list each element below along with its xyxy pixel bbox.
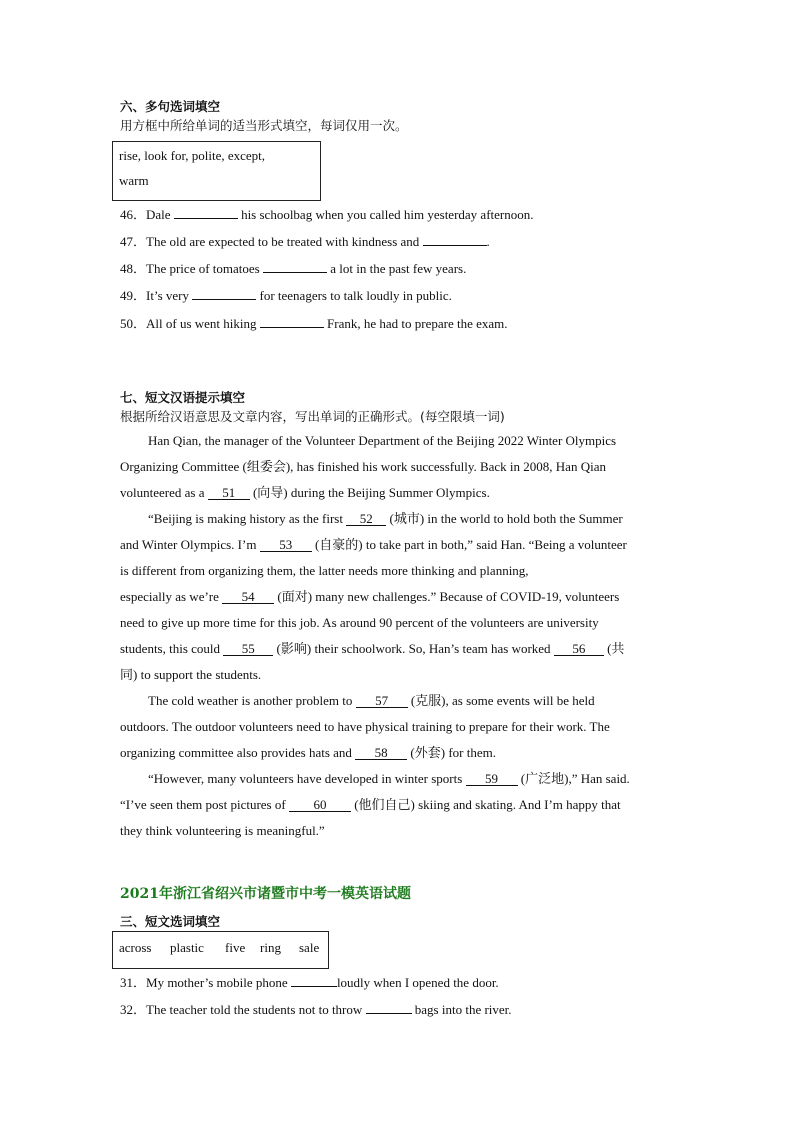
passage-line: is different from organizing them, the latter needs more thinking and planning, — [120, 563, 529, 578]
answer-blank-60[interactable]: 60 — [289, 798, 351, 812]
passage-line: outdoors. The outdoor volunteers need to have physical training to prepare for their work. The — [120, 719, 610, 734]
question-48: 48．The price of tomatoes a lot in the past few years. — [120, 261, 467, 276]
section7-instruction: 根据所给汉语意思及文章内容，写出单词的正确形式。(每空限填一词) — [120, 409, 505, 424]
passage-line: “Beijing is making history as the first 52 (城市) in the world to hold both the Summer — [148, 511, 623, 526]
section7-title: 七、短文汉语提示填空 — [120, 390, 246, 405]
passage — [120, 428, 680, 844]
passage-line: 同) to support the students. — [120, 667, 262, 682]
question-number: 48． — [120, 261, 147, 276]
section6-instruction: 用方框中所给单词的适当形式填空，每词仅用一次。 — [120, 118, 408, 133]
question-46: 46．Dale his schoolbag when you called him yesterday afternoon. — [120, 207, 534, 222]
word-sale: sale — [299, 940, 320, 955]
word-five: five — [225, 940, 246, 955]
word-box-line2: warm — [119, 173, 149, 188]
passage-line: need to give up more time for this job. As around 90 percent of the volunteers are university — [120, 615, 599, 630]
answer-blank-31[interactable] — [291, 974, 337, 987]
word-box-line1: rise, look for, polite, except, — [119, 148, 266, 163]
answer-blank-56[interactable]: 56 — [554, 642, 604, 656]
answer-blank-57[interactable]: 57 — [356, 694, 408, 708]
question-49: 49．It’s very for teenagers to talk loudly in public. — [120, 288, 452, 303]
section3-title: 三、短文选词填空 — [120, 914, 221, 929]
word-box-6 — [112, 141, 321, 201]
answer-blank-47[interactable] — [423, 233, 487, 246]
word-across: across — [119, 940, 152, 955]
answer-blank-49[interactable] — [192, 287, 256, 300]
passage-line: Han Qian, the manager of the Volunteer Department of the Beijing 2022 Winter Olympics — [148, 433, 617, 448]
passage-line: The cold weather is another problem to 57 (克服), as some events will be held — [148, 693, 595, 708]
answer-blank-53[interactable]: 53 — [260, 538, 312, 552]
answer-blank-51[interactable]: 51 — [208, 486, 250, 500]
answer-blank-46[interactable] — [174, 206, 238, 219]
question-number: 49． — [120, 288, 147, 303]
question-number: 32． — [120, 1002, 147, 1017]
answer-blank-32[interactable] — [366, 1001, 412, 1014]
exam-title: 2021年浙江省绍兴市诸暨市中考一模英语试题 — [120, 886, 411, 902]
question-31: 31．My mother’s mobile phone loudly when I opened the door. — [120, 975, 499, 990]
answer-blank-50[interactable] — [260, 315, 324, 328]
question-number: 47． — [120, 234, 147, 249]
passage-line: especially as we’re 54 (面对) many new challenges.” Because of COVID-19, volunteers — [120, 589, 620, 604]
answer-blank-55[interactable]: 55 — [223, 642, 273, 656]
passage-line: organizing committee also provides hats and 58 (外套) for them. — [120, 745, 496, 760]
answer-blank-59[interactable]: 59 — [466, 772, 518, 786]
passage-line: students, this could 55 (影响) their schoolwork. So, Han’s team has worked 56 (共 — [120, 641, 625, 656]
passage-line: volunteered as a 51 (向导) during the Beijing Summer Olympics. — [120, 485, 490, 500]
passage-line: “However, many volunteers have developed in winter sports 59 (广泛地),” Han said. — [148, 771, 630, 786]
answer-blank-52[interactable]: 52 — [346, 512, 386, 526]
word-box-3 — [112, 931, 329, 969]
question-number: 50． — [120, 316, 147, 331]
question-number: 46． — [120, 207, 147, 222]
question-32: 32．The teacher told the students not to throw bags into the river. — [120, 1002, 512, 1017]
answer-blank-54[interactable]: 54 — [222, 590, 274, 604]
passage-line: they think volunteering is meaningful.” — [120, 823, 325, 838]
question-number: 31． — [120, 975, 147, 990]
passage-line: “I’ve seen them post pictures of 60 (他们自己) skiing and skating. And I’m happy that — [120, 797, 621, 812]
passage-line: Organizing Committee (组委会), has finished his work successfully. Back in 2008, Han Qian — [120, 459, 606, 474]
passage-line: and Winter Olympics. I’m 53 (自豪的) to take part in both,” said Han. “Being a volunteer — [120, 537, 627, 552]
word-ring: ring — [260, 940, 281, 955]
question-50: 50．All of us went hiking Frank, he had to prepare the exam. — [120, 316, 508, 331]
question-47: 47．The old are expected to be treated with kindness and . — [120, 234, 490, 249]
word-plastic: plastic — [170, 940, 204, 955]
section6-title: 六、多句选词填空 — [120, 99, 221, 114]
answer-blank-48[interactable] — [263, 260, 327, 273]
answer-blank-58[interactable]: 58 — [355, 746, 407, 760]
